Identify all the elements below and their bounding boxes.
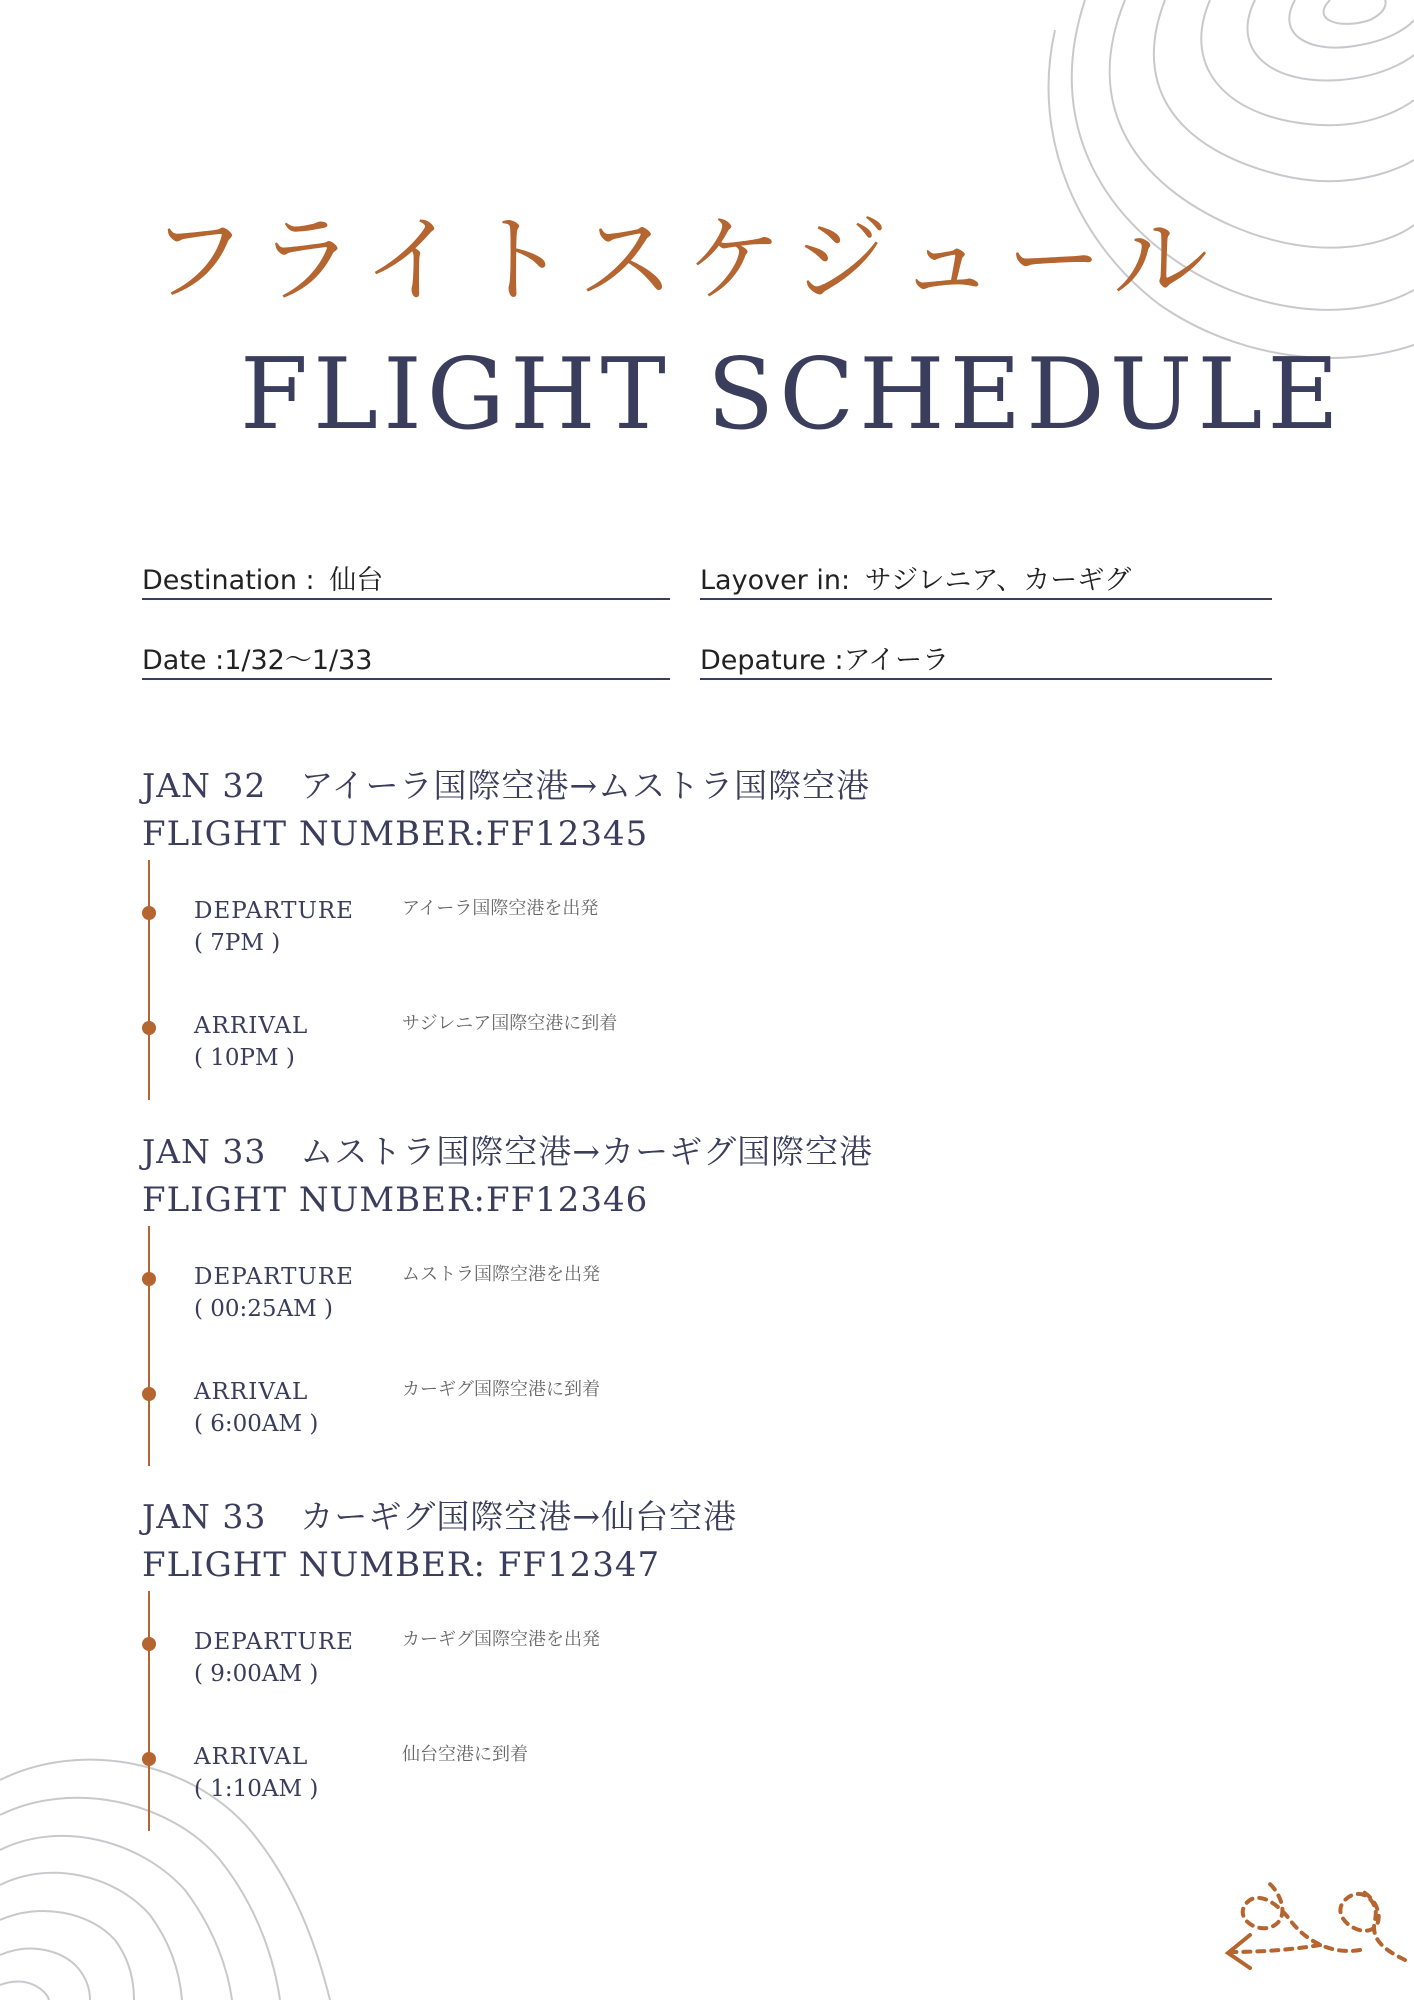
timeline-dot xyxy=(142,1272,156,1286)
layover-label: Layover in: xyxy=(700,565,851,596)
departure-event xyxy=(142,1621,942,1701)
flight-route: JAN 33 ムストラ国際空港→カーギグ国際空港 xyxy=(142,1132,874,1171)
event-label: ARRIVAL xyxy=(194,1379,309,1405)
flight-block-3 xyxy=(142,1493,1142,1831)
event-description: カーギグ国際空港に到着 xyxy=(402,1379,600,1400)
destination-value: 仙台 xyxy=(329,565,384,596)
event-time: ( 10PM ) xyxy=(194,1045,295,1071)
date-label: Date : xyxy=(142,645,225,676)
arrival-event xyxy=(142,1005,942,1085)
timeline-dot xyxy=(142,906,156,920)
event-label: DEPARTURE xyxy=(194,898,354,924)
event-label: ARRIVAL xyxy=(194,1744,309,1770)
arrival-event xyxy=(142,1736,942,1816)
flight-route: JAN 32 アイーラ国際空港→ムストラ国際空港 xyxy=(142,766,871,805)
event-time: ( 6:00AM ) xyxy=(194,1411,319,1437)
event-time: ( 00:25AM ) xyxy=(194,1296,334,1322)
event-label: DEPARTURE xyxy=(194,1629,354,1655)
event-description: 仙台空港に到着 xyxy=(402,1744,528,1765)
flight-timeline xyxy=(142,860,1142,1100)
event-label: DEPARTURE xyxy=(194,1264,354,1290)
destination-label: Destination : xyxy=(142,565,315,596)
event-description: カーギグ国際空港を出発 xyxy=(402,1629,600,1650)
departure-city-value: アイーラ xyxy=(843,645,950,676)
event-label: ARRIVAL xyxy=(194,1013,309,1039)
flight-number: FLIGHT NUMBER:FF12346 xyxy=(142,1180,649,1220)
flight-number: FLIGHT NUMBER:FF12345 xyxy=(142,814,649,854)
arrival-event xyxy=(142,1371,942,1451)
flight-timeline xyxy=(142,1226,1142,1466)
flight-timeline xyxy=(142,1591,1142,1831)
event-time: ( 9:00AM ) xyxy=(194,1661,319,1687)
timeline-dot xyxy=(142,1387,156,1401)
flight-block-2 xyxy=(142,1128,1142,1466)
event-time: ( 7PM ) xyxy=(194,930,281,956)
flight-block-1 xyxy=(142,762,1142,1100)
departure-city-field xyxy=(700,638,1272,680)
event-description: アイーラ国際空港を出発 xyxy=(402,898,599,919)
date-value: 1/32〜1/33 xyxy=(224,645,373,676)
timeline-dot xyxy=(142,1637,156,1651)
contour-decoration-top-right xyxy=(1040,0,1414,380)
flight-route: JAN 33 カーギグ国際空港→仙台空港 xyxy=(142,1497,738,1536)
date-field xyxy=(142,638,670,680)
event-description: ムストラ国際空港を出発 xyxy=(402,1264,600,1285)
timeline-dot xyxy=(142,1021,156,1035)
dashed-arrow-decoration xyxy=(1210,1860,1414,1970)
layover-value: サジレニア、カーギグ xyxy=(864,565,1132,596)
destination-field xyxy=(142,558,670,600)
flight-number: FLIGHT NUMBER: FF12347 xyxy=(142,1545,661,1585)
page-title-english: FLIGHT SCHEDULE xyxy=(240,338,1344,452)
event-time: ( 1:10AM ) xyxy=(194,1776,319,1802)
departure-event xyxy=(142,1256,942,1336)
page-title-japanese: フライトスケジュール xyxy=(150,204,1221,316)
departure-event xyxy=(142,890,942,970)
event-description: サジレニア国際空港に到着 xyxy=(402,1013,618,1034)
timeline-dot xyxy=(142,1752,156,1766)
departure-city-label: Depature : xyxy=(700,645,844,676)
layover-field xyxy=(700,558,1272,600)
